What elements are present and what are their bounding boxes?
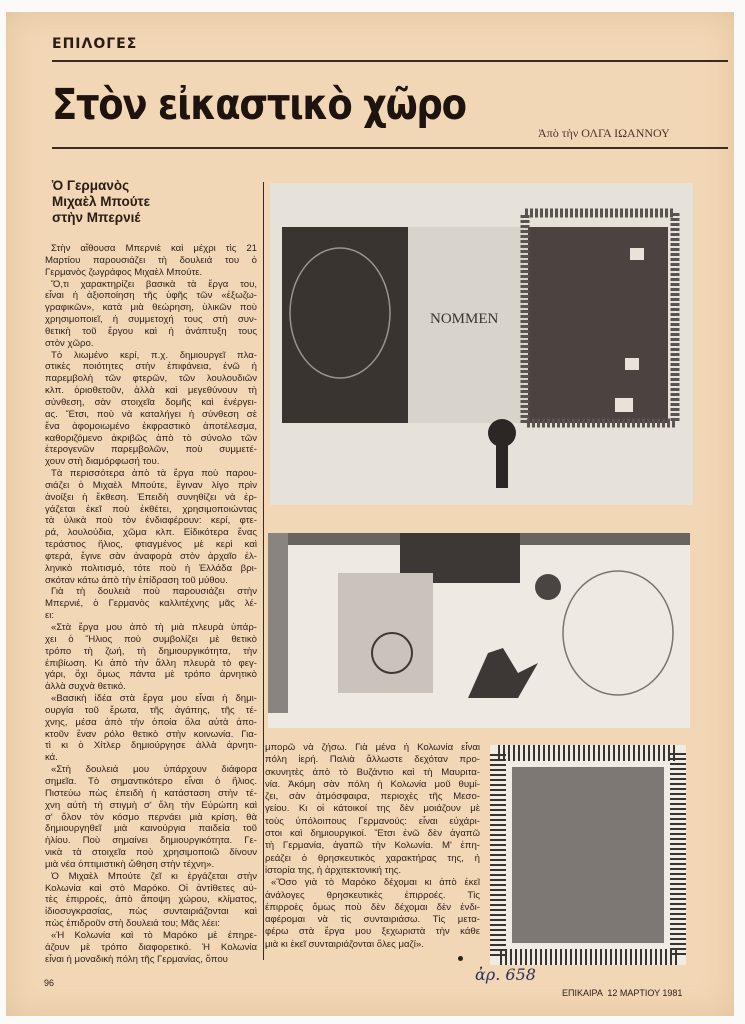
text-line: ἀνοίξει ἡ ἔκθεση. Ἐπειδὴ συνηθίζει νὰ ἐρ- xyxy=(45,491,257,503)
text-line: Τὸ λιωμένο κερί, π.χ. δημιουργεῖ πλα- xyxy=(51,349,257,361)
text-line: ουργία τοῦ ἔρωτα, τῆς ἀγάπης, τῆς τέ- xyxy=(45,704,257,716)
text-line: ει: xyxy=(45,610,55,622)
text-line: χνης, μέσα ἀπὸ τὴν ὁποία ὅλα αὐτὰ ἀπο- xyxy=(45,716,257,728)
text-line: γραφικῶν», κατὰ μιὰ θεώρηση, ὑλικῶν ποὺ xyxy=(45,302,257,314)
text-line: δημιουργηθεῖ μιὰ καινούργια παιδεία τοῦ xyxy=(45,823,257,835)
text-line: χει ὁ Ἥλιος ποὺ συμβολίζει μὲ θετικὸ xyxy=(45,633,257,645)
text-line: «Ἡ Κολωνία καὶ τὸ Μαρόκο μὲ ἐπηρε- xyxy=(51,929,257,941)
text-line: τὰ ὑλικὰ ποὺ τὸν ἐνδιαφέρουν: κερί, φτε- xyxy=(45,515,257,527)
text-line: πόλη ἱερή. Παλιὰ ἄλλωστε δεχόταν προ- xyxy=(265,754,480,766)
text-line: τοὺς ὑπόλοιπους Γερμανούς: εἶναι εὐχάρι- xyxy=(265,815,480,827)
text-line: ἱστορία της, ἡ ἀρχιτεκτονική της. xyxy=(265,864,402,876)
text-line: ρά, λουλούδια, χῶμα κλπ. Εἰδικότερα ἕνας xyxy=(45,527,257,539)
text-line: φέρω στὰ ἔργα μου ξεχωριστὰ τὴν κάθε xyxy=(265,926,480,938)
text-line: τὴ Γερμανία, ἀγαπῶ τὴν Κολωνία. Μ' ἐπη- xyxy=(265,840,480,852)
text-line: μιὰ νέα ὀπτιμιστικὴ ὤθηση στὴν τέχνη». xyxy=(45,858,215,870)
text-line: Μπερνιέ, ὁ Γερμανὸς καλλιτέχνης μᾶς λέ- xyxy=(45,598,257,610)
text-line: εἶναι ἡ ἀξιοποίηση τῆς ὑφῆς τῶν «ἐξωζω- xyxy=(45,290,257,302)
text-line: Γιὰ τὴ δουλειὰ ποὺ παρουσιάζει στὴν xyxy=(51,586,257,598)
text-line: ἕνα ἀφομοιωμένο ἐκφραστικὸ ἀποτέλεσμα, xyxy=(45,420,257,432)
text-line: φτερά, ἔγινε σὰν ἀναφορὰ στὸν ἀρχαῖο ἑλ- xyxy=(45,550,257,562)
text-line: ἐπιρροὲς ὅμως ποὺ δὲν δέχομαι δὲν ἐνδι- xyxy=(265,901,480,913)
text-line: χουν στὴ διαμόρφωσή του. xyxy=(45,456,160,468)
byline: Ἀπὸ τὴν ΟΛΓΑ ΙΩΑΝΝΟΥ xyxy=(538,126,670,140)
subheadline-line: στὴν Μπερνιέ xyxy=(52,210,141,225)
text-line: σύνθεση, σὰν στοιχεῖα δομῆς καὶ ἐνέργει- xyxy=(45,396,257,408)
text-line: Γερμανὸς ζωγράφος Μιχαὲλ Μπούτε. xyxy=(45,266,203,278)
text-line: κλπ. ὁριοθετοῦν, ἀλλὰ καὶ μεγεθύνουν τὴ xyxy=(45,385,257,397)
text-line: Στὴν αἴθουσα Μπερνιὲ καὶ μέχρι τὶς 21 xyxy=(51,243,257,254)
text-line: θετικὴ τοῦ ἔργου καὶ ἡ ἀνάπτυξη τους xyxy=(45,325,257,337)
artwork-photo-2 xyxy=(268,533,690,728)
text-line: ἐπιβίωση. Κι ἀπὸ τὴν ἄλλη πλευρὰ τὸ φεγ- xyxy=(45,657,257,669)
text-line: γάζεται ἐκεῖ ποὺ ἐκθέτει, χρησιμοποιώντας xyxy=(45,503,257,515)
handwritten-note: ἀρ. 658 xyxy=(475,965,536,984)
text-line: στοι καὶ δημιουργικοί. Ἔτσι ἐνῶ δὲν ἀγαπῶ xyxy=(265,828,480,840)
text-line: Τὰ περισσότερα ἀπὸ τὰ ἔργα ποὺ παρου- xyxy=(51,468,257,480)
text-line: αφέρομαι νὰ τὶς συνταιριάσω. Τὶς μετα- xyxy=(265,914,480,926)
text-line: τὲς ἐπιρροές, ἀπὸ ἄποψη χώρου, κλίματος, xyxy=(45,894,257,906)
text-line: σημεῖα. Τὸ σημαντικότερο εἶναι ὁ ἥλιος. xyxy=(45,775,257,787)
left-text-column xyxy=(45,243,257,965)
text-line: χρησιμοποιεῖ, ἡ συμμετοχή τους στὴ συν- xyxy=(45,314,257,326)
text-line: κά. xyxy=(45,752,58,764)
text-line: χνη αὐτὴ τὴ στιγμὴ σ' ὅλη τὴν Εὐρώπη καὶ xyxy=(45,799,257,811)
text-line: ἀνάλογες θρησκευτικὲς ἐπιρροές. Τὶς xyxy=(265,889,480,901)
text-line: νία. Ἀκόμη σὰν πόλη ἡ Κολωνία μοῦ θυμί- xyxy=(265,778,480,790)
text-line: Κολωνία καὶ στὸ Μαρόκο. Οἱ ἀντίθετες αὐ- xyxy=(45,882,257,894)
text-line: Μαρτίου παρουσιάζει τὴ δουλειά του ὁ xyxy=(45,254,257,266)
subheadline-line: Μιχαὲλ Μπούτε xyxy=(52,194,150,209)
text-line: ἀλλὰ συχνὰ θετικό. xyxy=(45,681,126,693)
subheadline xyxy=(52,178,150,226)
text-line: πὼς ἐπιδροῦν στὴ δουλειά του; Μᾶς λέει: xyxy=(45,918,220,930)
article-title: Στὸν εἰκαστικὸ χῶρο xyxy=(52,80,466,130)
right-text-column xyxy=(265,742,480,951)
text-line: τρόπο τὴ ζωή, τὴ δημιουργικότητα, τὴν xyxy=(45,645,257,657)
artwork-inscription: NOMMEN xyxy=(430,311,499,327)
text-line: κτοῦν ἕναν ρόλο θετικὸ στὴν κοινωνία. Για- xyxy=(45,728,257,740)
header-rule xyxy=(52,60,728,62)
title-rule xyxy=(52,147,728,149)
text-line: στὸν χῶρο. xyxy=(45,337,94,349)
text-line: στικὲς ποιότητες στὴν ἐπιφάνεια, ἐνῶ ἡ xyxy=(45,361,257,373)
text-line: ἰδιοσυγκρασίας, πὼς συνταιριάζονται καὶ xyxy=(45,906,257,918)
footer-publication-date: ΕΠΙΚΑΙΡΑ 12 ΜΑΡΤΙΟΥ 1981 xyxy=(562,988,683,998)
text-line: σιάζει ὁ Μιχαὲλ Μπούτε, ἔγιναν λίγο πρὶν xyxy=(45,479,257,491)
text-line: γάρι, ὄχι ὅμως πάντα μὲ τρόπο ἀρνητικὸ xyxy=(45,669,257,681)
text-line: γείου. Κι οἱ κάτοικοί της δὲν μοιάζουν μὲ xyxy=(265,803,480,815)
page-number: 96 xyxy=(44,978,55,988)
artwork-photo-3 xyxy=(490,745,686,965)
ink-dot xyxy=(458,956,463,961)
text-line: «Στὰ ἔργα μου ἀπὸ τὴ μιὰ πλευρὰ ὑπάρ- xyxy=(51,622,257,633)
text-line: άζουν μὲ τρόπο διαφορετικό. Ἡ Κολωνία xyxy=(45,941,257,953)
text-line: καθοριζόμενο ἀκριβῶς ἀπὸ τὸ σύνολο τῶν xyxy=(45,432,257,444)
text-line: τεράστιος ἥλιος, φτιαγμένος μὲ κερὶ καὶ xyxy=(45,539,257,551)
text-line: ας. Ἔτσι, ποὺ νὰ καταλήγει ἡ σύνθεση σὲ xyxy=(45,408,257,420)
text-line: σκυνητὲς ἀπὸ τὸ Βυζάντιο καὶ τὴ Μαυριτα- xyxy=(265,766,480,778)
text-line: σ' ὅλον τὸν κόσμο περνάει μιὰ κρίση, θὰ xyxy=(45,811,257,823)
text-line: ληνικὸ πολιτισμό, τότε ποὺ ἡ Ἑλλάδα βρι- xyxy=(45,562,257,574)
text-line: Ὁ Μιχαὲλ Μπούτε ζεῖ κι ἐργάζεται στὴν xyxy=(51,870,257,882)
text-line: τὶ κι ὁ Χίτλερ δημιούργησε ἀλλὰ ἀρνητι- xyxy=(45,740,257,752)
text-line: μιὰ κι ἐκεῖ συνταιριάζονται ὅλες μαζί». xyxy=(265,938,424,950)
text-line: «Ὅσο γιὰ τὸ Μαρόκο δέχομαι κι ἀπὸ ἐκεῖ xyxy=(271,877,480,889)
text-line: «Βασικὴ ἰδέα στὰ ἔργα μου εἶναι ἡ δημι- xyxy=(51,693,257,705)
text-line: ἑτερογενῶν παρεμβολῶν, ποὺ συμμετέ- xyxy=(45,444,257,456)
text-line: νικὰ τὰ στοιχεῖα ποὺ χρησιμοποιῶ δίνουν xyxy=(45,847,257,859)
text-line: ζει, σὰν ἀτμόσφαιρα, περιοχὲς τῆς Μεσο- xyxy=(265,791,480,803)
text-line: παρεμβολὴ τῶν φτερῶν, τῶν λουλουδιῶν xyxy=(45,373,257,385)
text-line: «Στὴ δουλειά μου ὑπάρχουν διάφορα xyxy=(51,764,257,776)
text-line: ἡλίου. Ποὺ σημαίνει δημιουργικότητα. Γε- xyxy=(45,835,257,847)
text-line: μπορῶ νὰ ζήσω. Γιὰ μένα ἡ Κολωνία εἶναι xyxy=(265,742,480,753)
text-line: εἶναι ἡ μοναδικὴ πόλη τῆς Γερμανίας, ὅπου xyxy=(45,953,228,965)
text-line: Πιστεύω πὼς ἐπειδὴ ἡ κατάσταση στὴν τέ- xyxy=(45,787,257,799)
section-label: ΕΠΙΛΟΓΕΣ xyxy=(52,36,138,52)
text-line: σκόταν κάτω ἀπὸ τὴν ἐπίδραση τοῦ μύθου. xyxy=(45,574,228,586)
subheadline-line: Ὁ Γερμανὸς xyxy=(52,178,130,193)
column-divider xyxy=(263,182,264,960)
artwork-photo-1 xyxy=(270,183,693,505)
text-line: Ὅ,τι χαρακτηρίζει βασικὰ τὰ ἔργα του, xyxy=(51,278,257,290)
text-line: ρεάζει ὁ θρησκευτικὸς χαρακτήρας της, ἡ xyxy=(265,852,480,864)
